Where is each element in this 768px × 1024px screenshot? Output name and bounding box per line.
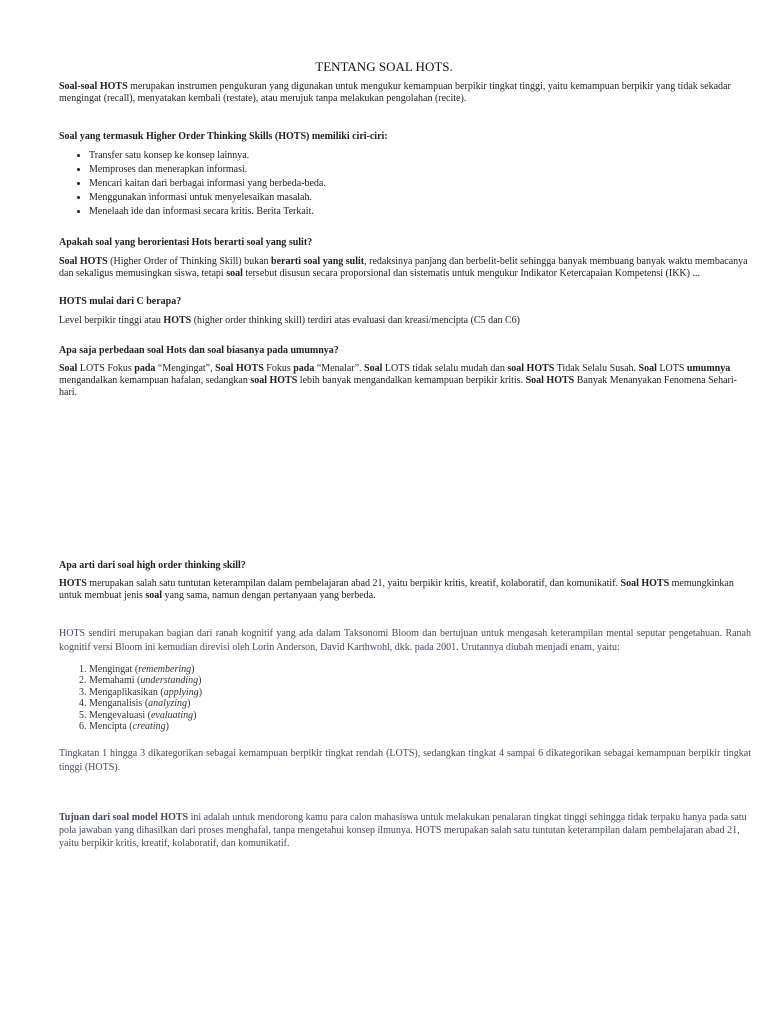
body-text: (Higher Order of Thinking Skill) bukan (107, 256, 272, 267)
body-text: LOTS tidak selalu mudah dan (382, 363, 508, 374)
bold-text: Tujuan dari soal model HOTS (59, 812, 189, 823)
question-ciri-ciri: Soal yang termasuk Higher Order Thinking Skills (HOTS) memiliki ciri-ciri: (59, 131, 388, 142)
bold-text: soal HOTS (250, 375, 298, 386)
body-text: memungkinkan untuk membuat jenis (59, 578, 734, 601)
body-text: Banyak Menanyakan Fenomena Sehari-hari. (59, 375, 737, 398)
list-item: • Memproses dan menerapkan informasi. (89, 163, 749, 177)
list-item: • Transfer satu konsep ke konsep lainnya. (89, 149, 749, 163)
body-text: merupakan salah satu tuntutan keterampilan dalam pembelajaran abad 21, yaitu berpikir kritis, kreatif, kolaboratif, dan komunikatif. (86, 578, 621, 589)
answer-perbedaan (59, 363, 751, 399)
list-item: • Menggunakan informasi untuk menyelesaikan masalah. (89, 191, 749, 205)
bold-text: Soal HOTS (59, 256, 108, 267)
list-item: 3. Mengaplikasikan (applying) (89, 687, 749, 698)
bold-text: Soal (638, 363, 657, 374)
body-text: mengandalkan kemampuan hafalan, sedangkan (59, 375, 251, 386)
bold-text: umumnya (686, 363, 731, 374)
bold-text: HOTS (163, 315, 192, 326)
bold-text: Soal (364, 363, 383, 374)
lots-hots-paragraph: Tingkatan 1 hingga 3 dikategorikan sebagai kemampuan berpikir tingkat rendah (LOTS), sedangkan tingkat 4 sampai 6 dikategorikan sebagai kemampuan berpikir tingkat tinggi (HOTS). (59, 748, 751, 773)
intro-paragraph (59, 81, 751, 105)
bold-text: pada (134, 363, 156, 374)
question-arti-hots: Apa arti dari soal high order thinking skill? (59, 560, 246, 571)
bloom-paragraph: HOTS sendiri merupakan bagian dari ranah kognitif yang ada dalam Taksonomi Bloom dan bertujuan untuk mengasah keterampilan mental seputar pengetahuan. Ranah kognitif versi Bloom ini kemudian direvisi oleh Lorin Anderson, David Karthwohl, dkk. pada 2001. Urutannya diubah menjadi enam, yaitu: (59, 628, 751, 653)
bloom-levels-list (59, 664, 749, 732)
ciri-list (59, 149, 749, 219)
list-item: 6. Mencipta (creating) (89, 721, 749, 732)
question-c-level: HOTS mulai dari C berapa? (59, 296, 182, 307)
body-text: “Menalar”. (314, 363, 365, 374)
list-item: • Menelaah ide dan informasi secara kritis. Berita Terkait. (89, 205, 749, 219)
list-item: 4. Menganalisis (analyzing) (89, 698, 749, 709)
body-text: LOTS (656, 363, 687, 374)
body-text: , redaksinya panjang dan berbelit-belit sehingga banyak membuang banyak waktu membacanya dan sekaligus memusingkan siswa, tetapi (59, 256, 748, 279)
body-text: Tidak Selalu Susah. (554, 363, 639, 374)
body-text: “Mengingat”, (155, 363, 216, 374)
bold-text: pada (293, 363, 315, 374)
tujuan-paragraph (59, 811, 751, 850)
list-item: 5. Mengevaluasi (evaluating) (89, 710, 749, 721)
bold-text: HOTS (59, 578, 87, 589)
body-text: Fokus (263, 363, 294, 374)
list-item: 2. Memahami (understanding) (89, 675, 749, 686)
list-item: • Mencari kaitan dari berbagai informasi yang berbeda-beda. (89, 177, 749, 191)
question-perbedaan: Apa saja perbedaan soal Hots dan soal biasanya pada umumnya? (59, 345, 339, 356)
answer-soal-sulit (59, 256, 751, 280)
body-text: lebih banyak mengandalkan kemampuan berpikir kritis. (297, 375, 526, 386)
body-text: ini adalah untuk mendorong kamu para calon mahasiswa untuk melakukan penalaran tingkat tinggi sehingga tidak terpaku hanya pada satu pola jawaban yang dihasilkan dari proses menghafal, tanpa mengetahui konsep ilmunya. HOTS merupakan salah satu tuntutan keterampilan dalam pembelajaran abad 21, yaitu berpikir kritis, kreatif, kolaboratif, dan komunikatif. (59, 812, 747, 849)
bold-text: soal HOTS (507, 363, 555, 374)
body-text: (higher order thinking skill) terdiri atas evaluasi dan kreasi/mencipta (C5 dan C6) (191, 315, 521, 326)
bold-text: Soal HOTS (525, 375, 575, 386)
bold-text: Soal HOTS (620, 578, 670, 589)
body-text: LOTS Fokus (77, 363, 135, 374)
answer-arti-hots (59, 578, 751, 602)
intro-bold: Soal-soal HOTS (59, 81, 128, 92)
list-item: 1. Mengingat (remembering) (89, 664, 749, 675)
bold-text: berarti soal yang sulit (271, 256, 365, 267)
body-text: yang sama, namun dengan pertanyaan yang berbeda. (162, 590, 376, 601)
answer-c-level (59, 315, 751, 327)
bold-text: soal (226, 268, 243, 279)
page-title: TENTANG SOAL HOTS. (315, 59, 453, 74)
body-text: Level berpikir tinggi atau (59, 315, 164, 326)
question-soal-sulit: Apakah soal yang berorientasi Hots berarti soal yang sulit? (59, 237, 313, 248)
bold-text: Soal (59, 363, 78, 374)
bold-text: soal (145, 590, 163, 601)
intro-text: merupakan instrumen pengukuran yang digunakan untuk mengukur kemampuan berpikir tingkat tinggi, yaitu kemampuan berpikir yang tidak sekadar mengingat (recall), menyatakan kembali (restate), atau merujuk tanpa melakukan pengolahan (recite). (59, 81, 731, 104)
bold-text: Soal HOTS (215, 363, 264, 374)
body-text: tersebut disusun secara proporsional dan sistematis untuk mengukur Indikator Ketercapaian Kompetensi (IKK) ... (242, 268, 700, 279)
